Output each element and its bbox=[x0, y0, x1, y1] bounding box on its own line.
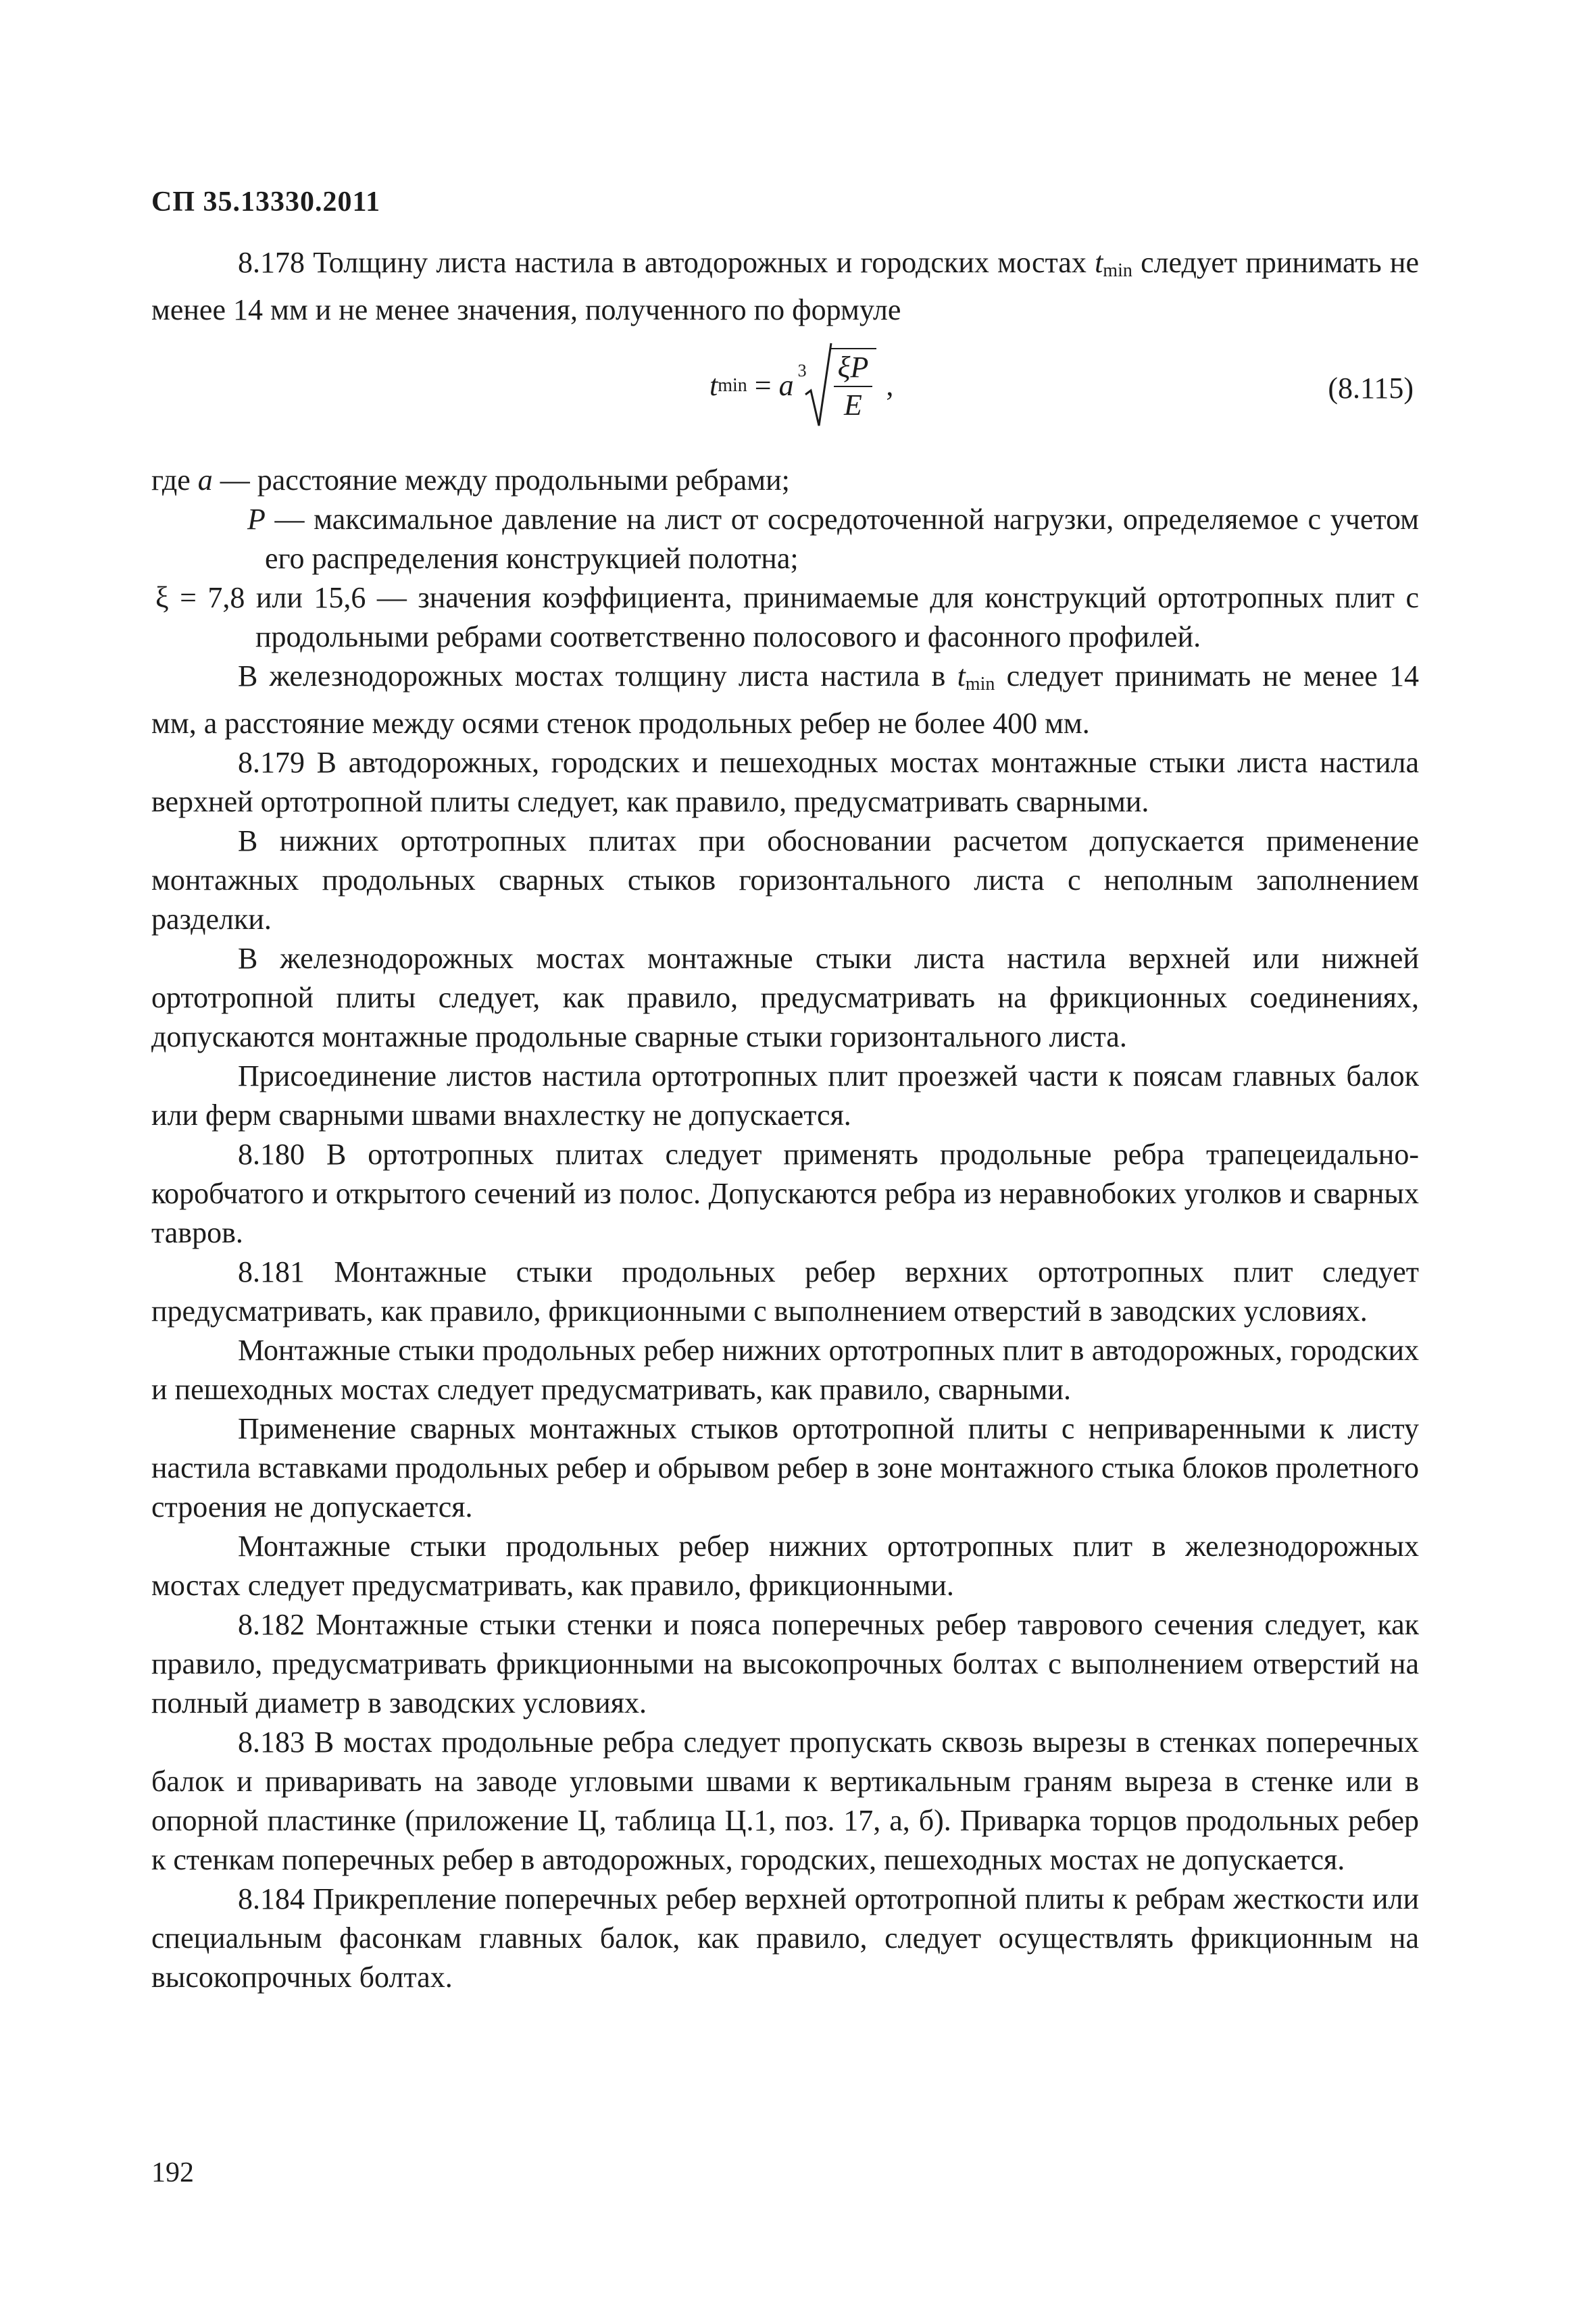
formula-8-115 bbox=[151, 330, 1419, 455]
paragraph-text: следует принимать не менее 14 мм и не менее значения, полученного по формуле bbox=[151, 246, 1419, 326]
definition-text: — расстояние между продольными ребрами; bbox=[212, 463, 790, 497]
fraction-denominator: E bbox=[844, 388, 862, 422]
paragraph-lap-welds: Присоединение листов настила ортотропных плит проезжей части к поясам главных балок или ферм сварными швами внахлестку не допускается. bbox=[151, 1059, 1419, 1132]
paragraph-lower-plates: В нижних ортотропных плитах при обосновании расчетом допускается применение монтажных продольных сварных стыков горизонтального листа с неполным заполнением разделки. bbox=[151, 824, 1419, 936]
t-min-subscript: min bbox=[965, 674, 995, 695]
paragraph-text: В железнодорожных мостах толщину листа настила в bbox=[238, 659, 957, 693]
paragraph-text: 8.178 Толщину листа настила в автодорожных и городских мостах bbox=[238, 246, 1095, 279]
paragraph-rail-note bbox=[151, 657, 1419, 743]
root-index: 3 bbox=[797, 361, 807, 380]
formula-equals: = bbox=[747, 369, 779, 402]
paragraph-8-178 bbox=[151, 243, 1419, 330]
definition-p bbox=[151, 500, 1419, 578]
formula-lhs-subscript: min bbox=[718, 375, 747, 396]
formula-lhs-variable: t bbox=[709, 369, 718, 402]
radical-icon bbox=[804, 342, 832, 430]
document-code-header: СП 35.13330.2011 bbox=[151, 186, 381, 218]
paragraph-8-180: 8.180 В ортотропных плитах следует применять продольные ребра трапецеидально-коробчатого и открытого сечений из полос. Допускаются ребра из неравнобоких уголков и сварных тавров. bbox=[151, 1138, 1419, 1249]
formula-a-variable: a bbox=[778, 369, 794, 402]
paragraph-8-181: 8.181 Монтажные стыки продольных ребер верхних ортотропных плит следует предусматривать, как правило, фрикционными с выполнением отверстий в заводских условиях. bbox=[151, 1255, 1419, 1328]
paragraph-8-184: 8.184 Прикрепление поперечных ребер верхней ортотропной плиты к ребрам жесткости или специальным фасонкам главных балок, как правило, следует осуществлять фрикционным на высокопрочных болтах. bbox=[151, 1882, 1419, 1994]
paragraph-8-183: 8.183 В мостах продольные ребра следует пропускать сквозь вырезы в стенках поперечных балок и приваривать на заводе угловыми швами к вертикальным граням выреза в стенке или в опорной пластинке (приложение Ц, таблица Ц.1, поз. 17, а, б). Приварка торцов продольных ребер к стенкам поперечных ребер в автодорожных, городских, пешеходных мостах не допускается. bbox=[151, 1726, 1419, 1876]
definition-xi: ξ = 7,8 или 15,6 — значения коэффициента, принимаемые для конструкций ортотропных плит с продольными ребрами соответственно полосового и фасонного профилей. bbox=[155, 581, 1419, 653]
definition-prefix: где bbox=[151, 463, 198, 497]
definition-variable: a bbox=[197, 463, 213, 497]
document-body bbox=[151, 243, 1419, 1997]
paragraph-rail-lower-ribs: Монтажные стыки продольных ребер нижних ортотропных плит в железнодорожных мостах следует предусматривать, как правило, фрикционными. bbox=[151, 1530, 1419, 1602]
paragraph-lower-ribs-welded: Монтажные стыки продольных ребер нижних ортотропных плит в автодорожных, городских и пешеходных мостах следует предусматривать, как правило, сварными. bbox=[151, 1334, 1419, 1406]
formula-comma: , bbox=[886, 369, 894, 402]
t-min-variable: t bbox=[1095, 246, 1103, 279]
definition-variable: P bbox=[247, 503, 266, 536]
page-number: 192 bbox=[151, 2157, 194, 2188]
paragraph-welded-inserts: Применение сварных монтажных стыков ортотропной плиты с неприваренными к листу настила вставками продольных ребер и обрывом ребер в зоне монтажного стыка блоков пролетного строения не допускается. bbox=[151, 1412, 1419, 1524]
definition-a bbox=[151, 461, 1419, 500]
formula-definitions bbox=[151, 461, 1419, 657]
definition-text: — максимальное давление на лист от сосредоточенной нагрузки, определяемое с учетом его распределения конструкцией полотна; bbox=[265, 503, 1419, 575]
paragraph-8-179: 8.179 В автодорожных, городских и пешеходных мостах монтажные стыки листа настила верхней ортотропной плиты следует, как правило, предусматривать сварными. bbox=[151, 746, 1419, 818]
paragraph-text: следует принимать не менее 14 мм, а расстояние между осями стенок продольных ребер не более 400 мм. bbox=[151, 659, 1419, 740]
paragraph-8-182: 8.182 Монтажные стыки стенки и пояса поперечных ребер таврового сечения следует, как правило, предусматривать фрикционными на высокопрочных болтах с выполнением отверстий на полный диаметр в заводских условиях. bbox=[151, 1608, 1419, 1719]
formula-fraction bbox=[830, 348, 877, 424]
t-min-subscript: min bbox=[1103, 260, 1132, 281]
formula-number: (8.115) bbox=[1328, 372, 1414, 405]
t-min-variable: t bbox=[957, 659, 966, 693]
paragraph-rail-joints: В железнодорожных мостах монтажные стыки листа настила верхней или нижней ортотропной плиты следует, как правило, предусматривать на фрикционных соединениях, допускаются монтажные продольные сварные стыки горизонтального листа. bbox=[151, 942, 1419, 1053]
fraction-numerator: ξP bbox=[834, 349, 873, 387]
formula-expression bbox=[709, 342, 893, 430]
cube-root-sign bbox=[798, 342, 877, 430]
